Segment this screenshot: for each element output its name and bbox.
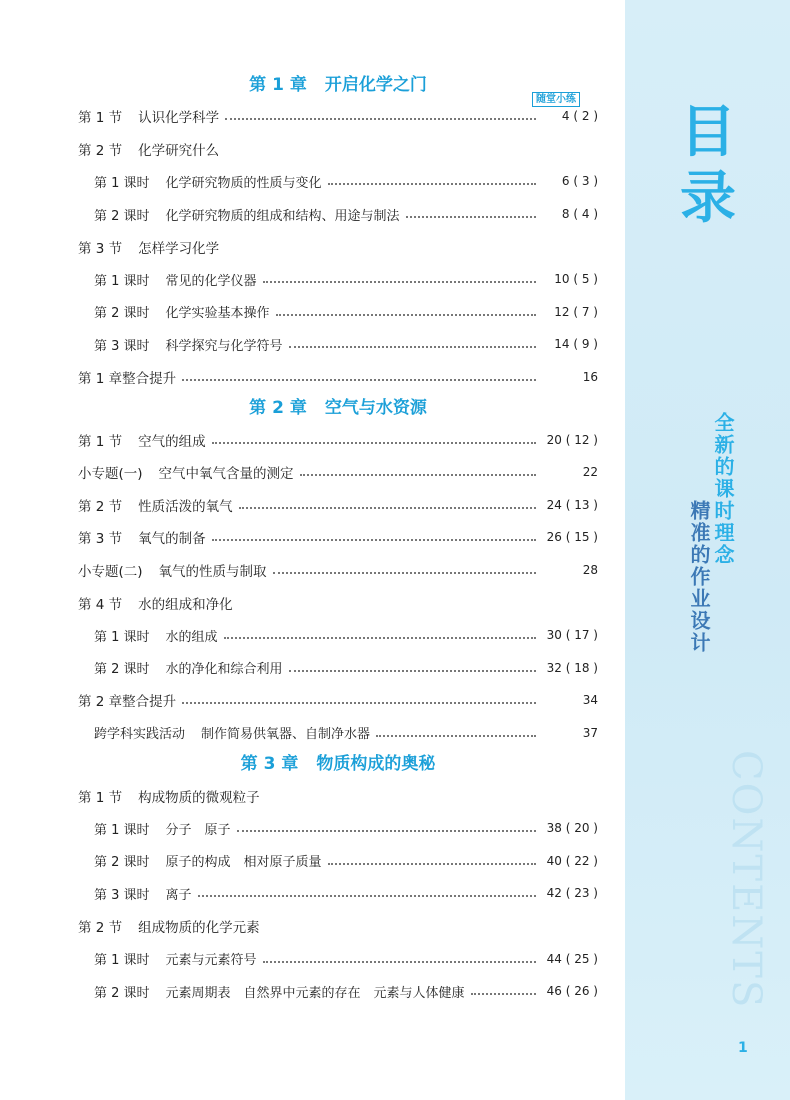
toc-title: 元素周期表 自然界中元素的存在 元素与人体健康 — [165, 985, 465, 1001]
toc-section-row — [78, 423, 598, 456]
toc-page: 12 ( 7 ) — [554, 304, 598, 319]
toc-page: 44 ( 25 ) — [546, 951, 598, 966]
toc-title: 性质活泼的氧气 — [138, 498, 233, 515]
toc-page: 32 ( 18 ) — [546, 660, 598, 675]
toc-section-row — [78, 586, 598, 619]
toc-lesson-row — [78, 942, 598, 975]
toc-page: 24 ( 13 ) — [546, 497, 598, 512]
toc-page: 6 ( 3 ) — [561, 174, 598, 189]
slogan-2: 精准的作业设计 — [687, 500, 711, 654]
toc-section-row — [78, 361, 598, 394]
dot-leader — [212, 539, 536, 541]
toc-page: 4 ( 2 ) — [561, 109, 598, 124]
toc-section-row — [78, 230, 598, 263]
toc-label: 第 1 课时 — [94, 822, 150, 838]
dot-leader — [376, 735, 536, 737]
toc-title: 元素与元素符号 — [165, 953, 257, 969]
toc-title: 空气的组成 — [138, 433, 206, 450]
chapter-number: 第 3 章 — [240, 754, 299, 775]
toc-title: 分子 原子 — [165, 822, 231, 838]
chapter-number: 第 1 章 — [249, 75, 307, 95]
toc-title: 水的净化和综合利用 — [165, 662, 283, 678]
toc-title: 第 2 章整合提升 — [78, 694, 177, 711]
toc-page: 20 ( 12 ) — [546, 432, 598, 447]
toc-page: 22 — [582, 465, 598, 480]
toc-lesson-row — [78, 652, 598, 685]
dot-leader — [289, 346, 536, 348]
toc-lesson-row — [78, 844, 598, 877]
dot-leader — [289, 670, 536, 672]
toc-title: 水的组成和净化 — [138, 596, 233, 613]
toc-page: 14 ( 9 ) — [554, 337, 598, 352]
dot-leader — [263, 281, 536, 283]
toc-label: 第 2 课时 — [94, 985, 150, 1001]
toc-title: 氧气的制备 — [138, 531, 206, 548]
toc-section-row — [78, 779, 598, 812]
toc-title: 氧气的性质与制取 — [158, 564, 267, 581]
toc-lesson-row — [78, 619, 598, 652]
toc-title: 空气中氧气含量的测定 — [158, 466, 294, 483]
toc-label: 第 1 节 — [78, 110, 123, 127]
toc-label: 第 1 课时 — [94, 953, 150, 969]
toc-label: 第 1 节 — [78, 433, 123, 450]
contents-watermark: CONTENTS — [723, 750, 769, 1010]
toc-lesson-row — [78, 165, 598, 198]
toc-section-row — [78, 100, 598, 133]
contents-heading: 目录 — [680, 100, 736, 231]
toc-lesson-row — [78, 812, 598, 845]
toc-lesson-row — [78, 877, 598, 910]
toc-lesson-row — [78, 328, 598, 361]
table-of-contents — [78, 70, 598, 1007]
toc-title: 原子的构成 相对原子质量 — [165, 855, 322, 871]
toc-title: 水的组成 — [165, 629, 218, 645]
dot-leader — [182, 379, 536, 381]
toc-page: 40 ( 22 ) — [546, 853, 598, 868]
toc-title: 化学研究物质的组成和结构、用途与制法 — [165, 208, 400, 224]
toc-section-row — [78, 554, 598, 587]
toc-lesson-row — [78, 198, 598, 231]
dot-leader — [225, 118, 536, 120]
toc-label: 第 2 节 — [78, 919, 123, 936]
toc-title: 化学研究物质的性质与变化 — [165, 175, 322, 191]
toc-section-row — [78, 456, 598, 489]
toc-label: 第 3 课时 — [94, 338, 150, 354]
chapter-heading — [78, 749, 598, 779]
toc-label: 第 2 节 — [78, 498, 123, 515]
toc-label: 第 2 课时 — [94, 208, 150, 224]
toc-title: 制作简易供氧器、自制净水器 — [201, 727, 371, 743]
dot-leader — [406, 216, 536, 218]
toc-label: 第 1 课时 — [94, 629, 150, 645]
toc-title: 化学研究什么 — [138, 142, 220, 159]
toc-title: 组成物质的化学元素 — [138, 919, 260, 936]
page-number: 1 — [738, 1040, 748, 1056]
chapter-title: 开启化学之门 — [324, 75, 427, 95]
toc-label: 第 2 课时 — [94, 855, 150, 871]
toc-title: 常见的化学仪器 — [165, 273, 257, 289]
toc-lesson-row — [78, 975, 598, 1008]
dot-leader — [273, 572, 536, 574]
practice-tag: 随堂小练 — [532, 92, 580, 107]
toc-lesson-row — [78, 717, 598, 750]
toc-page: 26 ( 15 ) — [546, 530, 598, 545]
toc-page: 38 ( 20 ) — [546, 821, 598, 836]
toc-label: 第 3 节 — [78, 240, 123, 257]
toc-title: 构成物质的微观粒子 — [138, 789, 260, 806]
toc-page: 16 — [582, 370, 598, 385]
toc-title: 化学实验基本操作 — [165, 306, 270, 322]
toc-page: 8 ( 4 ) — [561, 207, 598, 222]
toc-page: 28 — [582, 563, 598, 578]
chapter-title: 物质构成的奥秘 — [316, 754, 436, 775]
chapter-heading — [78, 70, 598, 105]
toc-label: 第 3 节 — [78, 531, 123, 548]
toc-section-row — [78, 521, 598, 554]
dot-leader — [212, 442, 536, 444]
dot-leader — [182, 702, 536, 704]
toc-page: 42 ( 23 ) — [546, 886, 598, 901]
toc-label: 第 3 课时 — [94, 887, 150, 903]
toc-title: 科学探究与化学符号 — [165, 338, 283, 354]
toc-title: 第 1 章整合提升 — [78, 371, 177, 388]
toc-page: 10 ( 5 ) — [554, 272, 598, 287]
sidebar — [625, 0, 790, 1100]
toc-title: 怎样学习化学 — [138, 240, 220, 257]
toc-page: 34 — [582, 693, 598, 708]
toc-page: 30 ( 17 ) — [546, 628, 598, 643]
dot-leader — [237, 830, 536, 832]
toc-label: 第 2 课时 — [94, 306, 150, 322]
toc-label: 小专题(一) — [78, 466, 143, 483]
dot-leader — [198, 895, 536, 897]
toc-page: 37 — [582, 725, 598, 740]
slogan-1: 全新的课时理念 — [711, 412, 735, 566]
toc-section-row — [78, 133, 598, 166]
toc-page: 46 ( 26 ) — [546, 984, 598, 999]
toc-label: 小专题(二) — [78, 564, 143, 581]
toc-title: 离子 — [165, 887, 192, 903]
toc-title: 认识化学科学 — [138, 110, 220, 127]
dot-leader — [276, 314, 536, 316]
chapter-heading — [78, 393, 598, 423]
toc-label: 跨学科实践活动 — [94, 727, 186, 743]
dot-leader — [300, 474, 536, 476]
dot-leader — [328, 183, 536, 185]
dot-leader — [471, 993, 536, 995]
toc-label: 第 1 节 — [78, 789, 123, 806]
toc-label: 第 2 节 — [78, 142, 123, 159]
chapter-number: 第 2 章 — [249, 398, 307, 419]
toc-label: 第 2 课时 — [94, 662, 150, 678]
toc-label: 第 4 节 — [78, 596, 123, 613]
toc-label: 第 1 课时 — [94, 273, 150, 289]
toc-lesson-row — [78, 296, 598, 329]
dot-leader — [224, 637, 536, 639]
toc-section-row — [78, 684, 598, 717]
toc-label: 第 1 课时 — [94, 175, 150, 191]
toc-section-row — [78, 910, 598, 943]
toc-lesson-row — [78, 263, 598, 296]
dot-leader — [328, 863, 536, 865]
dot-leader — [263, 961, 536, 963]
dot-leader — [239, 507, 536, 509]
chapter-title: 空气与水资源 — [324, 398, 427, 419]
toc-section-row — [78, 489, 598, 522]
